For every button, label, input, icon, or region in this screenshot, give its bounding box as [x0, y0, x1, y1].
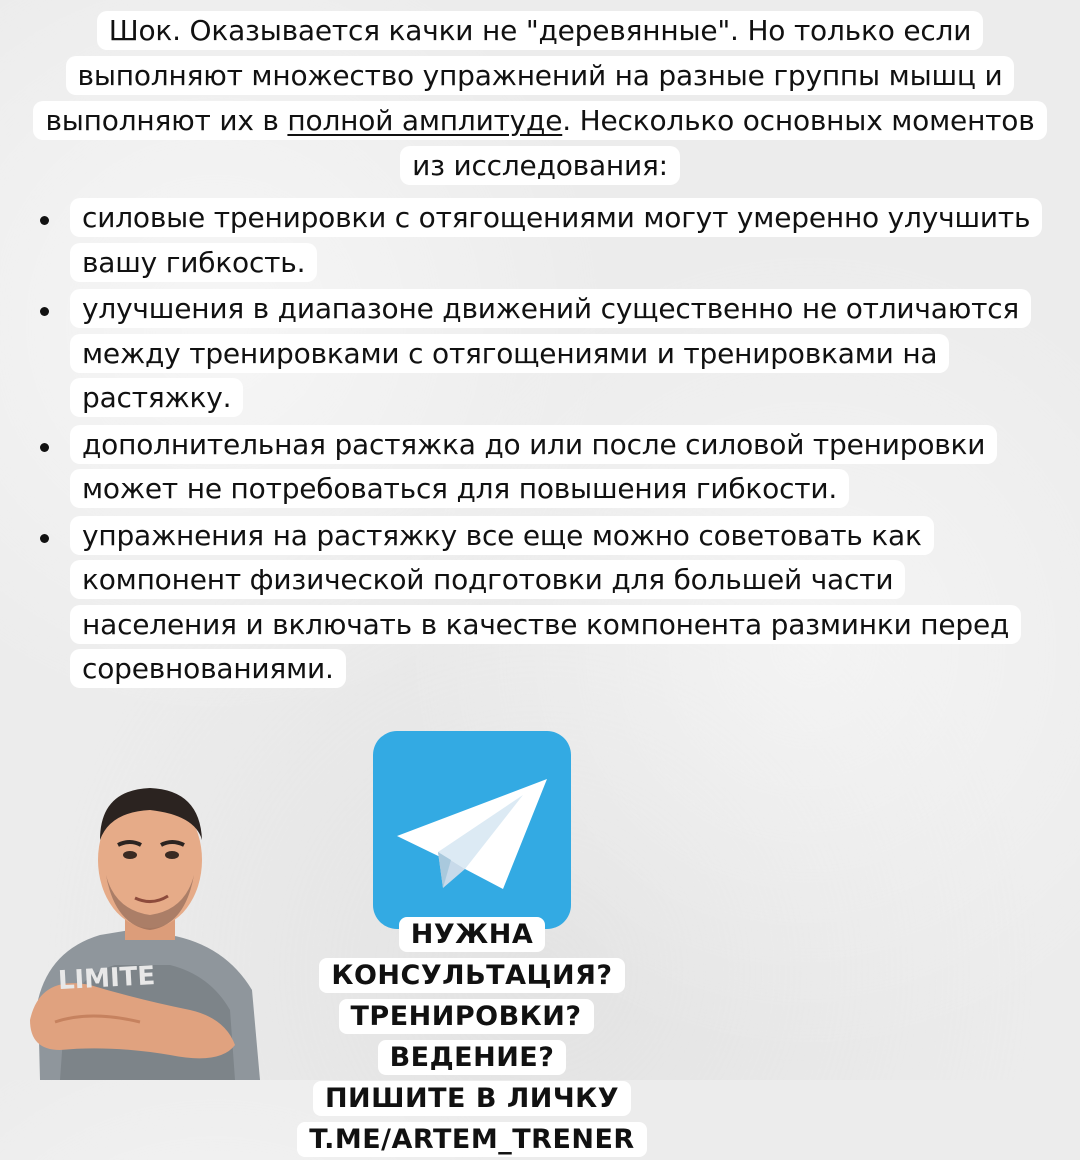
bullet-text: упражнения на растяжку все еще можно советовать как компонент физической подготовки для большей части населения и включать в качестве компонента разминки перед соревнованиями.	[70, 516, 1021, 689]
list-item	[30, 514, 1050, 692]
bullet-text: силовые тренировки с отягощениями могут умеренно улучшить вашу гибкость.	[70, 198, 1042, 282]
bullet-dot-icon	[40, 307, 49, 316]
trainer-photo	[20, 760, 280, 1080]
telegram-plane-icon	[373, 731, 571, 929]
list-item	[30, 196, 1050, 285]
cta-block	[262, 914, 682, 1160]
bullet-dot-icon	[40, 443, 49, 452]
intro-underlined-link[interactable]: полной амплитуде	[287, 104, 563, 137]
bullet-dot-icon	[40, 216, 49, 225]
cta-line-consultation: НУЖНА КОНСУЛЬТАЦИЯ?	[319, 917, 624, 993]
telegram-icon[interactable]	[373, 731, 571, 929]
bullet-text: улучшения в диапазоне движений существенно не отличаются между тренировками с отягощениями и тренировками на растяжку.	[70, 289, 1031, 417]
findings-list	[30, 196, 1050, 694]
intro-text-part2: . Несколько основных моментов из исследования:	[412, 104, 1035, 182]
intro-paragraph	[30, 8, 1050, 188]
list-item	[30, 287, 1050, 421]
cta-line-training: ТРЕНИРОВКИ? ВЕДЕНИЕ?	[339, 999, 594, 1075]
trainer-portrait-image	[20, 760, 280, 1080]
intro-text-part1: Шок. Оказывается качки не "деревянные". Но только если выполняют множество упражнений на разные группы мышц и выполняют их в	[45, 14, 1003, 137]
bullet-text: дополнительная растяжка до или после силовой тренировки может не потребоваться для повышения гибкости.	[70, 425, 997, 509]
shirt-print-text: LIMITE	[57, 961, 156, 997]
intro-highlight	[33, 11, 1046, 185]
bullet-dot-icon	[40, 534, 49, 543]
cta-line-write: ПИШИТЕ В ЛИЧКУ	[313, 1081, 631, 1116]
cta-telegram-link[interactable]: T.ME/ARTEM_TRENER	[297, 1122, 646, 1157]
list-item	[30, 423, 1050, 512]
